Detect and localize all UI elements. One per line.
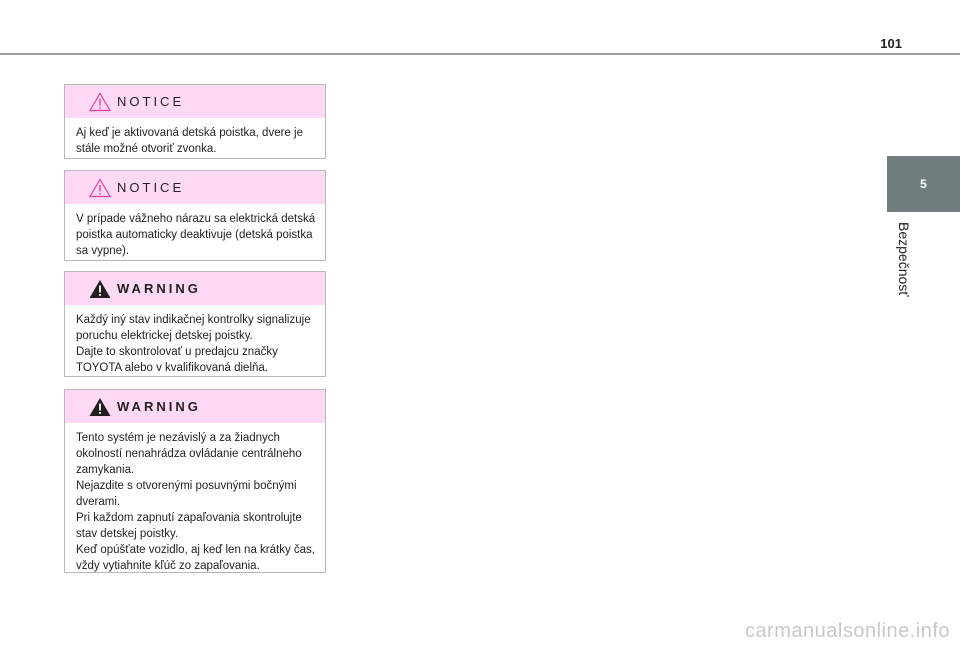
warning-text bbox=[65, 305, 325, 384]
chapter-title: Bezpečnosť bbox=[896, 222, 912, 297]
warning-paragraph: Dajte to skontrolovať u predajcu značky TOYOTA alebo v kvalifikovaná dielňa. bbox=[76, 346, 278, 374]
notice-text bbox=[65, 118, 325, 165]
warning-filled-icon bbox=[89, 397, 111, 417]
notice-paragraph: Aj keď je aktivovaná detská poistka, dvere je stále možné otvoriť zvonka. bbox=[76, 127, 303, 155]
warning-box bbox=[64, 389, 326, 573]
notice-paragraph: V prípade vážneho nárazu sa elektrická detská poistka automaticky deaktivuje (detská poistka sa vypne). bbox=[76, 213, 316, 257]
notice-text bbox=[65, 204, 325, 267]
notice-box bbox=[64, 84, 326, 159]
warning-paragraph: Pri každom zapnutí zapaľovania skontrolujte stav detskej poistky. bbox=[76, 512, 302, 540]
warning-filled-icon bbox=[89, 279, 111, 299]
warning-label: WARNING bbox=[117, 399, 201, 414]
warning-outline-icon bbox=[89, 178, 111, 198]
page-number: 101 bbox=[880, 36, 902, 51]
warning-paragraph: Tento systém je nezávislý a za žiadnych okolností nenahrádza ovládanie centrálneho zamykania. bbox=[76, 432, 302, 476]
notice-box bbox=[64, 170, 326, 261]
chapter-tab[interactable] bbox=[887, 156, 960, 212]
warning-paragraph: Každý iný stav indikačnej kontrolky signalizuje poruchu elektrickej detskej poistky. bbox=[76, 314, 311, 342]
warning-text bbox=[65, 423, 325, 582]
header-rule bbox=[0, 53, 960, 55]
warning-header bbox=[65, 272, 325, 305]
warning-outline-icon bbox=[89, 92, 111, 112]
notice-label: NOTICE bbox=[117, 180, 185, 195]
chapter-number: 5 bbox=[920, 177, 927, 191]
notice-header bbox=[65, 85, 325, 118]
notice-header bbox=[65, 171, 325, 204]
warning-paragraph: Keď opúšťate vozidlo, aj keď len na krátky čas, vždy vytiahnite kľúč zo zapaľovania. bbox=[76, 544, 315, 572]
warning-label: WARNING bbox=[117, 281, 201, 296]
watermark: carmanualsonline.info bbox=[744, 620, 950, 642]
warning-box bbox=[64, 271, 326, 377]
warning-paragraph: Nejazdite s otvorenými posuvnými bočnými dverami. bbox=[76, 480, 297, 508]
notice-label: NOTICE bbox=[117, 94, 185, 109]
warning-header bbox=[65, 390, 325, 423]
